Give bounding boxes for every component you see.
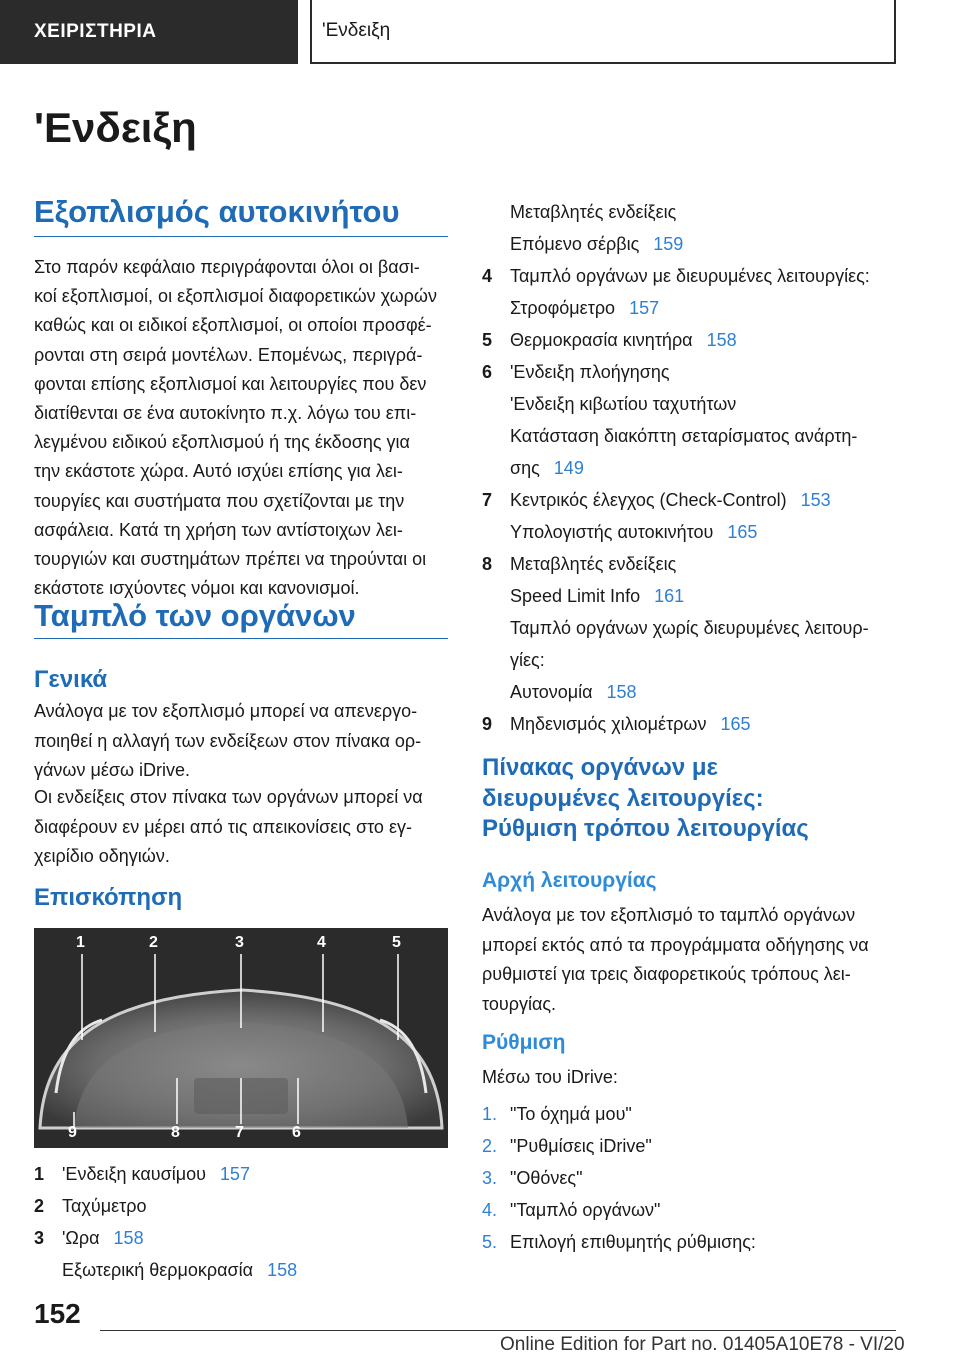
step-text: "Το όχημά μου": [510, 1104, 632, 1124]
setting-intro: Μέσω του iDrive:: [482, 1067, 618, 1087]
legend-text: Μηδενισμός χιλιομέτρων: [510, 714, 707, 734]
page-reference-link[interactable]: 165: [727, 522, 758, 542]
legend-item: [482, 551, 902, 583]
text-line: χειρίδιο οδηγιών.: [34, 846, 170, 866]
legend-item: [34, 1225, 454, 1257]
legend-item: [34, 1193, 454, 1225]
callout-1: 1: [76, 934, 85, 951]
step-item: [482, 1197, 902, 1225]
legend-number: 3: [34, 1228, 45, 1248]
step-item: [482, 1229, 902, 1257]
page-reference-link[interactable]: 157: [629, 298, 660, 318]
legend-item: [482, 519, 902, 551]
step-text: Επιλογή επιθυμητής ρύθμισης:: [510, 1232, 756, 1252]
legend-text: Μεταβλητές ενδείξεις: [510, 202, 677, 222]
legend-text: Θερμοκρασία κινητήρα: [510, 330, 693, 350]
legend-text: γίες:: [510, 650, 545, 670]
text-line: κοί εξοπλισμοί, οι εξοπλισμοί διαφορετικών χωρών: [34, 286, 437, 307]
callout-8: 8: [171, 1124, 180, 1141]
legend-text: Επόμενο σέρβις: [510, 234, 640, 254]
chapter-tab: ΧΕΙΡΙΣΤΗΡΙΑ: [0, 0, 298, 64]
legend-text: Μεταβλητές ενδείξεις: [510, 554, 677, 574]
section-rule: [34, 638, 448, 639]
page-reference-link[interactable]: 157: [219, 1164, 250, 1184]
legend-number: 6: [482, 362, 493, 382]
page-reference-link[interactable]: 158: [606, 682, 637, 702]
text-line: Στο παρόν κεφάλαιο περιγράφονται όλοι οι βασι-: [34, 257, 420, 277]
legend-number: 1: [34, 1164, 45, 1184]
legend-item: [34, 1257, 454, 1289]
subsection-setting: Ρύθμιση: [482, 1031, 566, 1054]
step-number: 5.: [482, 1232, 498, 1252]
callout-6: 6: [292, 1124, 301, 1141]
page-title: 'Ενδειξη: [34, 104, 197, 151]
legend-item: [34, 1161, 454, 1193]
legend-item: [482, 327, 902, 359]
legend-text: Ταχύμετρο: [62, 1196, 147, 1216]
text-line: Ανάλογα με τον εξοπλισμό μπορεί να απενεργο-: [34, 701, 418, 721]
text-line: τουργίες και συστήματα που σχετίζονται με την: [34, 490, 405, 511]
page-number: 152: [34, 1298, 81, 1329]
callout-7: 7: [235, 1124, 244, 1141]
legend-item: [482, 455, 902, 487]
legend-text: Υπολογιστής αυτοκινήτου: [510, 522, 714, 542]
legend-text: Ταμπλό οργάνων χωρίς διευρυμένες λειτουρ-: [510, 618, 869, 638]
step-text: "Οθόνες": [510, 1168, 583, 1188]
page-reference-link[interactable]: 149: [553, 458, 584, 478]
text-line: τουργίας.: [482, 993, 557, 1014]
text-line: φονται επίσης εξοπλισμοί και λειτουργίες που δεν: [34, 373, 427, 394]
legend-text: 'Ενδειξη κιβωτίου ταχυτήτων: [510, 394, 737, 414]
callout-5: 5: [392, 934, 401, 951]
legend-text: Speed Limit Info: [510, 586, 641, 606]
text-line: τουργιών και συστημάτων πρέπει να τηρούνται οι: [34, 549, 427, 569]
legend-item: [482, 359, 902, 391]
legend-item: [482, 647, 902, 679]
topic-tab: 'Ενδειξη: [310, 0, 896, 64]
text-line: εκάστοτε ισχύοντες νόμοι και κανονισμοί.: [34, 578, 360, 599]
legend-text: Αυτονομία: [510, 682, 593, 702]
text-line: καθώς και οι ειδικοί εξοπλισμοί, οι οποίοι προσφέ-: [34, 315, 432, 336]
legend-text: 'Ωρα: [62, 1228, 100, 1248]
step-item: [482, 1133, 902, 1161]
step-item: [482, 1101, 902, 1129]
legend-text: Κεντρικός έλεγχος (Check-Control): [510, 490, 787, 510]
step-number: 2.: [482, 1136, 498, 1156]
subsection-principle: Αρχή λειτουργίας: [482, 869, 657, 892]
step-text: "Ταμπλό οργάνων": [510, 1200, 661, 1220]
subsection-general: Γενικά: [34, 666, 108, 693]
legend-item: [482, 263, 902, 295]
legend-number: 5: [482, 330, 493, 350]
legend-item: [482, 295, 902, 327]
text-line: μπορεί εκτός από τα προγράμματα οδήγησης να: [482, 934, 869, 955]
callout-3: 3: [235, 934, 244, 951]
legend-item: [482, 679, 902, 711]
legend-number: 2: [34, 1196, 45, 1216]
legend-number: 7: [482, 490, 493, 510]
instrument-cluster-figure: [34, 928, 448, 1148]
step-number: 1.: [482, 1104, 498, 1124]
callout-9: 9: [68, 1124, 77, 1141]
legend-text: Εξωτερική θερμοκρασία: [62, 1260, 254, 1280]
callout-2: 2: [149, 934, 158, 951]
section-title-line: διευρυμένες λειτουργίες:: [482, 784, 764, 812]
text-line: Οι ενδείξεις στον πίνακα των οργάνων μπορεί να: [34, 787, 423, 807]
callout-4: 4: [317, 934, 326, 951]
legend-item: [482, 199, 902, 231]
text-line: ρυθμιστεί για τρεις διαφορετικούς τρόπους λει-: [482, 964, 851, 984]
footer-edition: Online Edition for Part no. 01405A10E78 - VI/20: [500, 1334, 905, 1355]
page-reference-link[interactable]: 165: [720, 714, 751, 734]
legend-text: Στροφόμετρο: [510, 298, 616, 318]
legend-text: 'Ενδειξη καυσίμου: [62, 1164, 206, 1184]
legend-item: [482, 423, 902, 455]
text-line: διαφέρουν εν μέρει από τις απεικονίσεις στο εγ-: [34, 816, 412, 837]
legend-item: [482, 391, 902, 423]
section-rule: [34, 236, 448, 237]
cluster-illustration: [34, 928, 448, 1148]
step-number: 4.: [482, 1200, 498, 1220]
legend-number: 9: [482, 714, 493, 734]
text-line: Ανάλογα με τον εξοπλισμό το ταμπλό οργάνων: [482, 905, 856, 925]
text-line: διατίθενται σε ένα αυτοκίνητο π.χ. λόγω του επι-: [34, 403, 417, 423]
legend-item: [482, 711, 902, 743]
legend-item: [482, 583, 902, 615]
section-title-equipment: Εξοπλισμός αυτοκινήτου: [34, 194, 400, 229]
legend-number: 8: [482, 554, 493, 574]
section-title-instrument-cluster: Ταμπλό των οργάνων: [34, 598, 356, 633]
page-reference-link[interactable]: 161: [654, 586, 685, 606]
page-reference-link[interactable]: 158: [113, 1228, 144, 1248]
subsection-overview: Επισκόπηση: [34, 884, 183, 911]
legend-text: Ταμπλό οργάνων με διευρυμένες λειτουργίες:: [510, 266, 870, 286]
step-text: "Ρυθμίσεις iDrive": [510, 1136, 652, 1156]
page-reference-link[interactable]: 153: [800, 490, 831, 510]
page-reference-link[interactable]: 158: [267, 1260, 298, 1280]
page-reference-link[interactable]: 158: [706, 330, 737, 350]
legend-item: [482, 231, 902, 263]
text-line: γάνων μέσω iDrive.: [34, 760, 191, 780]
page-reference-link[interactable]: 159: [653, 234, 684, 254]
legend-text: Κατάσταση διακόπτη σεταρίσματος ανάρτη-: [510, 426, 858, 446]
legend-item: [482, 615, 902, 647]
legend-text: 'Ενδειξη πλοήγησης: [510, 362, 670, 382]
text-line: ρονται στη σειρά μοντέλων. Επομένως, περιγρά-: [34, 344, 423, 365]
text-line: λεγμένου ειδικού εξοπλισμού ή της έκδοσης για: [34, 432, 410, 453]
text-line: ποιηθεί η αλλαγή των ενδείξεων στον πίνακα ορ-: [34, 730, 422, 751]
section-title-line: Ρύθμιση τρόπου λειτουργίας: [482, 815, 809, 842]
legend-number: 4: [482, 266, 493, 286]
legend-text: σης: [510, 458, 540, 478]
legend-item: [482, 487, 902, 519]
section-title-line: Πίνακας οργάνων με: [482, 754, 718, 781]
step-number: 3.: [482, 1168, 498, 1188]
text-line: την εκάστοτε χώρα. Αυτό ισχύει επίσης για λει-: [34, 461, 403, 482]
text-line: ασφάλεια. Κατά τη χρήση των αντίστοιχων λει-: [34, 519, 403, 540]
step-item: [482, 1165, 902, 1193]
footer-rule: [100, 1330, 896, 1331]
